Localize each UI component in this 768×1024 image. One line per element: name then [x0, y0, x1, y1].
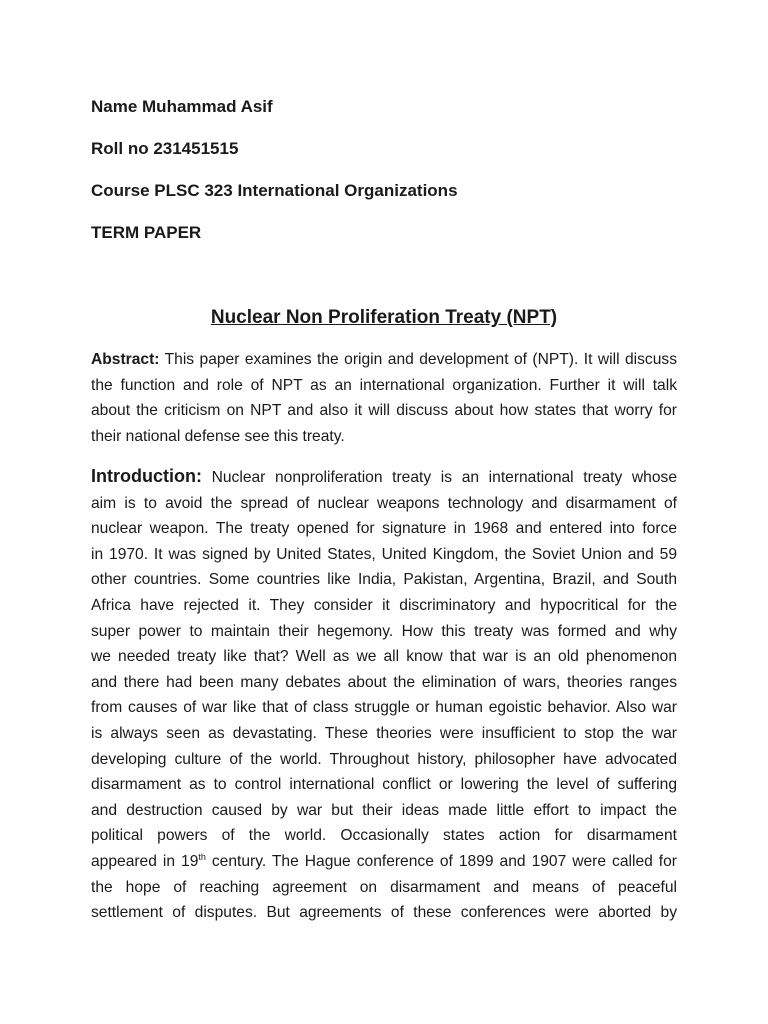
abstract-paragraph [91, 347, 677, 449]
abstract-line: about the criticism on NPT and also it will discuss about how states that worry for [91, 402, 677, 420]
student-name-line: Name Muhammad Asif [91, 97, 273, 116]
intro-line: Africa have rejected it. They consider it discriminatory and hypocritical for the [91, 596, 677, 614]
intro-line [91, 464, 677, 491]
abstract-text: This paper examines the origin and development of (NPT). It will discuss [159, 351, 677, 368]
introduction-label: Introduction: [91, 466, 202, 486]
paper-title: Nuclear Non Proliferation Treaty (NPT) [210, 307, 558, 328]
intro-text: Nuclear nonproliferation treaty is an international treaty whose [201, 469, 677, 486]
abstract-label: Abstract: [91, 351, 160, 368]
abstract-line [91, 347, 677, 373]
term-paper-line: TERM PAPER [91, 223, 202, 242]
intro-line: and destruction caused by war but their ideas made little effort to impact the [91, 801, 677, 819]
intro-line: nuclear weapon. The treaty opened for signature in 1968 and entered into force [91, 520, 677, 538]
intro-line: political powers of the world. Occasionally states action for disarmament [91, 827, 677, 845]
century-text-after: century. The Hague conference of 1899 and 1907 were called for [205, 852, 677, 870]
intro-line [91, 849, 677, 875]
roll-number-line: Roll no 231451515 [91, 139, 239, 158]
intro-line: super power to maintain their hegemony. How this treaty was formed and why [91, 622, 677, 640]
intro-line: we needed treaty like that? Well as we all know that war is an old phenomenon [91, 648, 677, 666]
intro-line: is always seen as devastating. These theories were insufficient to stop the war [91, 724, 677, 742]
intro-line: settlement of disputes. But agreements of these conferences were aborted by [91, 904, 677, 922]
intro-line: disarmament as to control international conflict or lowering the level of suffering [91, 776, 677, 794]
abstract-line: the function and role of NPT as an international organization. Further it will talk [91, 376, 677, 394]
introduction-paragraph [91, 464, 677, 926]
course-line: Course PLSC 323 International Organizations [91, 181, 458, 200]
intro-line: and there had been many debates about the elimination of wars, theories ranges [91, 673, 677, 691]
century-text-before: appeared in 19 [91, 852, 199, 870]
intro-line: in 1970. It was signed by United States, United Kingdom, the Soviet Union and 59 [91, 545, 677, 563]
abstract-line: their national defense see this treaty. [91, 427, 345, 445]
intro-line: aim is to avoid the spread of nuclear weapons technology and disarmament of [91, 494, 677, 512]
intro-line: other countries. Some countries like India, Pakistan, Argentina, Brazil, and South [91, 571, 677, 589]
intro-line: the hope of reaching agreement on disarmament and means of peaceful [91, 878, 677, 896]
intro-line: developing culture of the world. Throughout history, philosopher have advocated [91, 750, 677, 768]
intro-line: from causes of war like that of class struggle or human egoistic behavior. Also war [91, 699, 677, 717]
superscript-th: th [198, 851, 206, 862]
